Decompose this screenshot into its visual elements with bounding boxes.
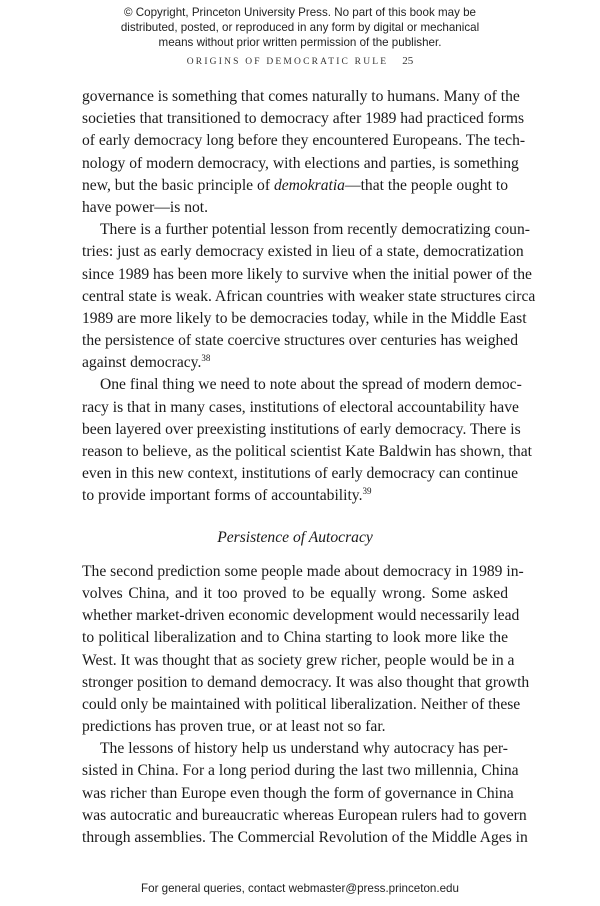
paragraph [82,86,526,219]
text-line: stronger position to demand democracy. It was also thought that growth [82,673,530,691]
copyright-line: means without prior written permission of the publisher. [158,36,442,49]
text-line: One final thing we need to note about the spread of modern democ- [100,376,522,394]
text-line: predictions has proven true, or at least not so far. [82,718,386,736]
text-line: through assemblies. The Commercial Revolution of the Middle Ages in [82,829,528,846]
text-line: societies that transitioned to democracy after 1989 had practiced forms [82,110,525,128]
text-line: sisted in China. For a long period during the last two millennia, China [82,762,519,780]
section-heading: Persistence of Autocracy [217,528,373,546]
text-line: of early democracy long before they encountered Europeans. The tech- [82,132,526,150]
text-line: The lessons of history help us understand why autocracy has per- [100,740,508,758]
italic-term: demokratia [273,176,345,194]
paragraph [82,219,536,374]
text-line: racy is that in many cases, institutions of electoral accountability have [82,398,519,416]
text-line: nology of modern democracy, with elections and parties, is something [82,154,519,172]
body-text [82,86,536,849]
text-line: was autocratic and bureaucratic whereas European rulers had to govern [82,806,527,824]
footer-contact: For general queries, contact webmaster@press.princeton.edu [141,882,459,895]
text-line: The second prediction some people made about democracy in 1989 in- [82,562,524,580]
text-line: governance is something that comes naturally to humans. Many of the [82,88,520,105]
copyright-line: distributed, posted, or reproduced in any form by digital or mechanical [120,21,480,34]
text-span: new, but the basic principle of [82,176,274,194]
text-line: since 1989 has been more likely to survive when the initial power of the [82,265,532,283]
footnote-marker[interactable]: 39 [362,486,372,497]
text-line: 1989 are more likely to be democracies today, while in the Middle East [82,309,527,327]
text-line [82,352,508,374]
copyright-line: © Copyright, Princeton University Press. No part of this book may be [124,6,476,19]
paragraph [82,738,528,849]
text-line: have power—is not. [82,198,209,216]
text-line: There is a further potential lesson from recently democratizing coun- [100,221,530,239]
text-line: whether market-driven economic development would necessarily lead [82,607,520,625]
text-line: tries: just as early democracy existed in lieu of a state, democratization [82,243,524,261]
text-line: was richer than Europe even though the form of governance in China [82,784,514,802]
running-head [0,55,600,67]
text-span: —that the people ought to [344,176,508,194]
text-line: West. It was thought that as society grew richer, people would be in a [82,651,515,669]
paragraph [82,374,532,507]
text-line [82,485,508,507]
text-line: central state is weak. African countries with weaker state structures circa [82,287,536,305]
text-span: against democracy. [82,354,202,372]
text-line: even in this new context, institutions of early democracy can continue [82,465,519,483]
text-line: volves China, and it too proved to be equally wrong. Some asked [82,584,508,602]
text-line [82,175,508,197]
copyright-notice [0,5,600,50]
text-line: reason to believe, as the political scientist Kate Baldwin has shown, that [82,443,532,460]
text-span: to provide important forms of accountability. [82,487,363,505]
chapter-title: ORIGINS OF DEMOCRATIC RULE [186,57,389,67]
footnote-marker[interactable]: 38 [201,353,211,364]
text-line: been layered over preexisting institutions of early democracy. There is [82,420,521,438]
text-line: to political liberalization and to China starting to look more like the [82,629,508,647]
text-line: the persistence of state coercive structures over centuries has weighed [82,332,519,350]
page-number: 25 [402,55,414,67]
paragraph [82,561,530,739]
text-line: could only be maintained with political liberalization. Neither of these [82,695,521,713]
